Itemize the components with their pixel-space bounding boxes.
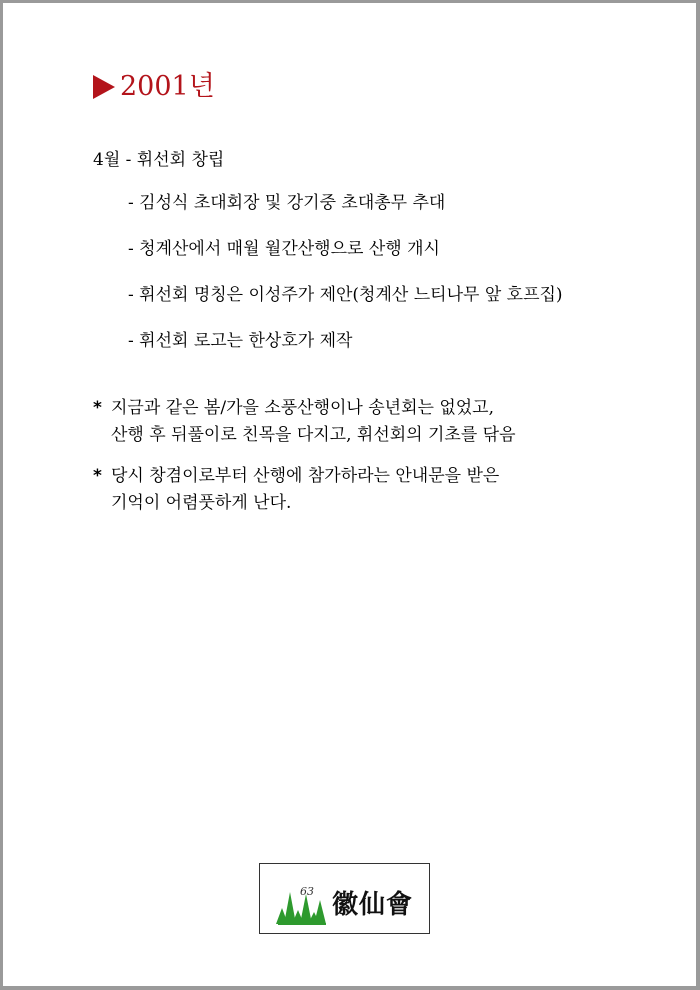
year-heading-text: 2001년	[120, 71, 215, 102]
event-title: 4월 - 휘선회 창립	[93, 150, 225, 170]
event-item: - 김성식 초대회장 및 강기중 초대총무 추대	[128, 193, 446, 213]
note-text: 지금과 같은 봄/가을 소풍산행이나 송년회는 없었고,	[111, 398, 495, 418]
asterisk-bullet: *	[93, 398, 102, 418]
event-item: - 청계산에서 매월 월간산행으로 산행 개시	[128, 239, 440, 259]
note-line	[93, 463, 499, 490]
event-item: - 휘선회 로고는 한상호가 제작	[128, 331, 353, 351]
note-line	[93, 395, 516, 422]
note-text: 당시 창겸이로부터 산행에 참가하라는 안내문을 받은	[111, 466, 500, 486]
logo-text: 徽仙會	[332, 890, 414, 920]
triangle-bullet-icon	[93, 75, 115, 99]
tree-shape	[314, 900, 326, 924]
ground-line	[278, 923, 326, 925]
note-line: 기억이 어렴풋하게 난다.	[111, 493, 292, 513]
note-line: 산행 후 뒤풀이로 친목을 다지고, 휘선회의 기초를 닦음	[111, 425, 516, 445]
asterisk-bullet: *	[93, 466, 102, 486]
tree-shape	[300, 894, 312, 924]
club-logo	[259, 863, 430, 934]
note-block	[93, 463, 499, 517]
year-heading	[93, 73, 215, 100]
event-item: - 휘선회 명칭은 이성주가 제안(청계산 느티나무 앞 호프집)	[128, 285, 563, 305]
logo-number: 63	[300, 885, 314, 898]
note-block	[93, 395, 516, 449]
